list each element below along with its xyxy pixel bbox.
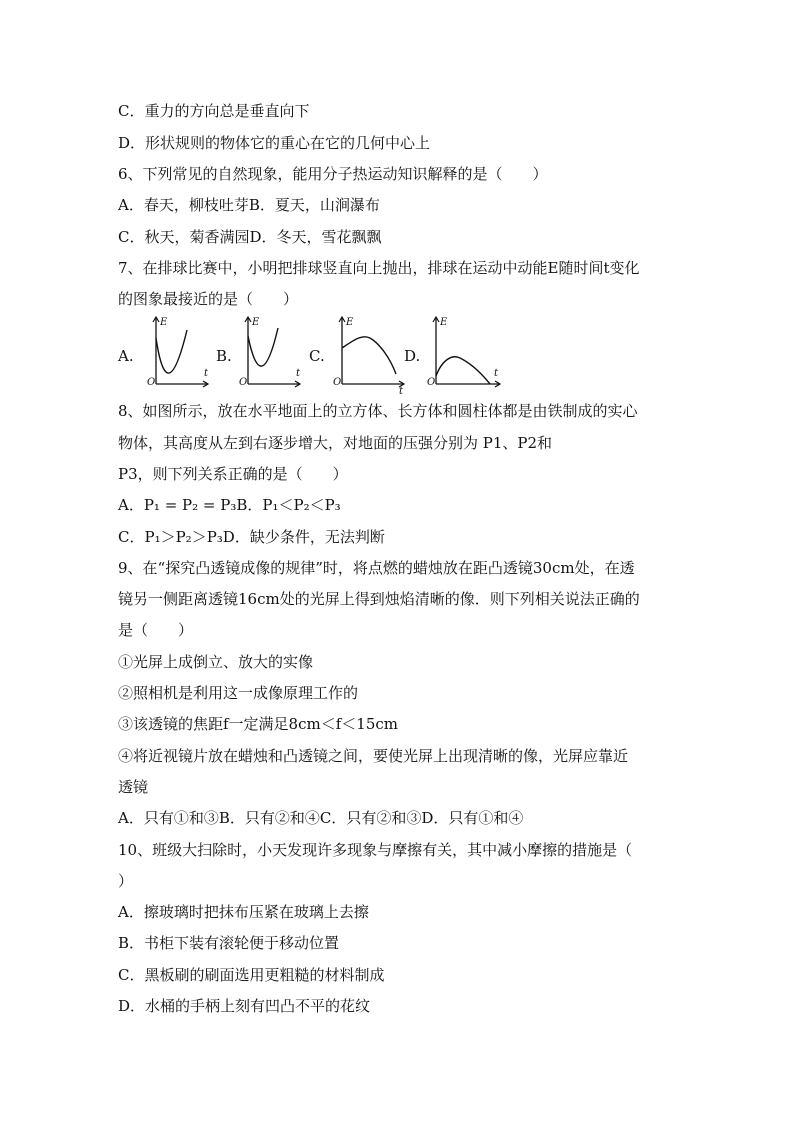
question-10-line1: 10、班级大扫除时，小天发现许多现象与摩擦有关，其中减小摩擦的措施是（ [118,841,633,859]
graph-a [144,314,210,390]
statement-4-q9-line1: ④将近视镜片放在蜡烛和凸透镜之间，要使光屏上出现清晰的像，光屏应靠近 [118,747,629,765]
question-9-line1: 9、在“探究凸透镜成像的规律”时，将点燃的蜡烛放在距凸透镜30cm处，在透 [118,559,635,577]
graph-b-y-label: E [252,317,260,328]
graph-c-label: C. [309,347,325,365]
question-8-line2: 物体，其高度从左到右逐步增大，对地面的压强分别为 P1、P2和 [118,434,553,452]
graph-c-origin: O [333,377,342,388]
options-ab-q8: A．P₁ = P₂ = P₃B．P₁＜P₂＜P₃ [118,496,341,514]
graph-d-y-label: E [440,317,448,328]
option-c-q5: C．重力的方向总是垂直向下 [118,102,310,120]
options-cd-q8: C．P₁＞P₂＞P₃D．缺少条件，无法判断 [118,528,385,546]
option-c-q10: C．黑板刷的刷面选用更粗糙的材料制成 [118,966,385,984]
question-7-line1: 7、在排球比赛中，小明把排球竖直向上抛出，排球在运动中动能E随时间t变化 [118,259,640,277]
question-6: 6、下列常见的自然现象，能用分子热运动知识解释的是（ ） [118,165,548,183]
options-cd-q6: C．秋天，菊香满园D．冬天，雪花飘飘 [118,228,382,246]
options-q9: A．只有①和③B．只有②和④C．只有②和③D．只有①和④ [118,809,524,827]
option-d-q10: D．水桶的手柄上刻有凹凸不平的花纹 [118,997,371,1015]
graph-b [236,314,302,390]
statement-3-q9: ③该透镜的焦距f一定满足8cm＜f＜15cm [118,715,398,733]
graph-c-y-label: E [346,317,354,328]
options-ab-q6: A．春天，柳枝吐芽B．夏天，山涧瀑布 [118,196,380,214]
graph-d-x-label: t [494,368,499,379]
question-9-line3: 是（ ） [118,621,194,639]
option-b-q10: B．书柜下装有滚轮便于移动位置 [118,934,340,952]
statement-4-q9-line2: 透镜 [118,778,149,796]
question-9-line2: 镜另一侧距离透镜16cm处的光屏上得到烛焰清晰的像．则下列相关说法正确的 [118,590,640,608]
graph-b-x-label: t [296,368,301,379]
question-8-line1: 8、如图所示，放在水平地面上的立方体、长方体和圆柱体都是由铁制成的实心 [118,402,638,420]
graph-d-origin: O [427,377,436,388]
q7-graph-options [118,314,518,397]
option-d-q5: D．形状规则的物体它的重心在它的几何中心上 [118,134,431,152]
graph-a-x-label: t [204,368,209,379]
question-7-line2: 的图象最接近的是（ ） [118,290,299,308]
option-a-q10: A．擦玻璃时把抹布压紧在玻璃上去擦 [118,903,369,921]
graph-b-label: B. [216,347,232,365]
graph-a-origin: O [147,377,156,388]
graph-c [330,314,406,397]
graph-d [424,314,504,390]
graph-c-x-label: t [399,386,404,397]
statement-2-q9: ②照相机是利用这一成像原理工作的 [118,684,359,702]
question-10-line2: ） [118,872,134,890]
statement-1-q9: ①光屏上成倒立、放大的实像 [118,653,314,671]
graph-a-y-label: E [160,317,168,328]
graph-b-origin: O [239,377,248,388]
graph-a-label: A. [118,347,134,365]
graph-d-label: D. [404,347,421,365]
question-8-line3: P3，则下列关系正确的是（ ） [118,465,348,483]
